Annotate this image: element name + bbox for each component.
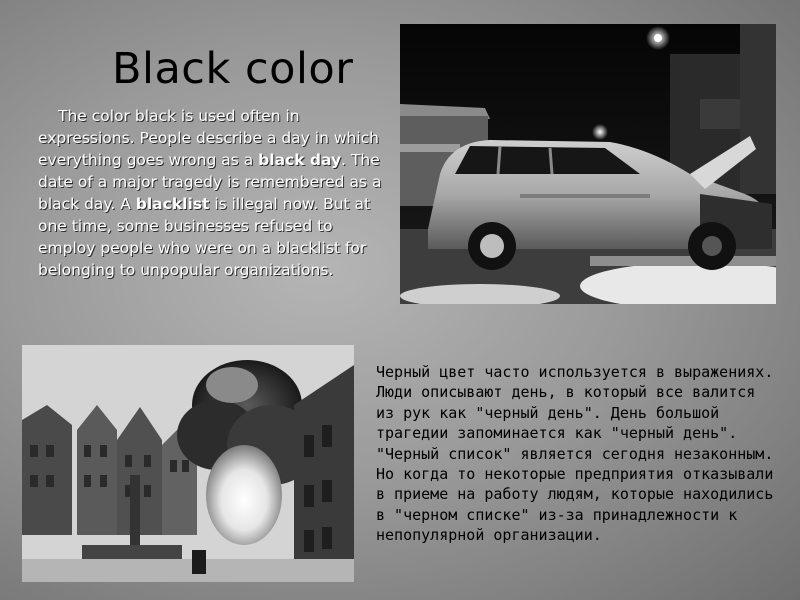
english-bold-black-day: black day [258, 151, 342, 169]
explosion-street-illustration [22, 345, 354, 582]
burned-car-photo [400, 24, 776, 304]
russian-paragraph: Черный цвет часто используется в выражениях. Люди описывают день, в который все валится из рук как "черный день". День большой трагедии запоминается как "черный день". "Черный список" является сегодня незаконным. Но когда то некоторые предприятия отказывали в приеме на работу людям, которые находились в "черном списке" из-за принадлежности к непопулярной организации. [376, 363, 774, 545]
english-text-part-1: The color black is used often in expressions. People describe a day in which everything goes wrong as a [38, 107, 379, 169]
english-text-part-3: is illegal now. But at one time, some businesses refused to employ people who were on a blacklist for belonging to unpopular organizations. [38, 195, 371, 279]
explosion-street-photo [22, 345, 354, 582]
english-text-part-2: . The date of a major tragedy is remembered as a black day. A [38, 151, 382, 213]
burned-car-illustration [400, 24, 776, 304]
english-paragraph [38, 105, 393, 281]
slide-title: Black color [112, 44, 354, 94]
english-bold-blacklist: blacklist [135, 195, 210, 213]
